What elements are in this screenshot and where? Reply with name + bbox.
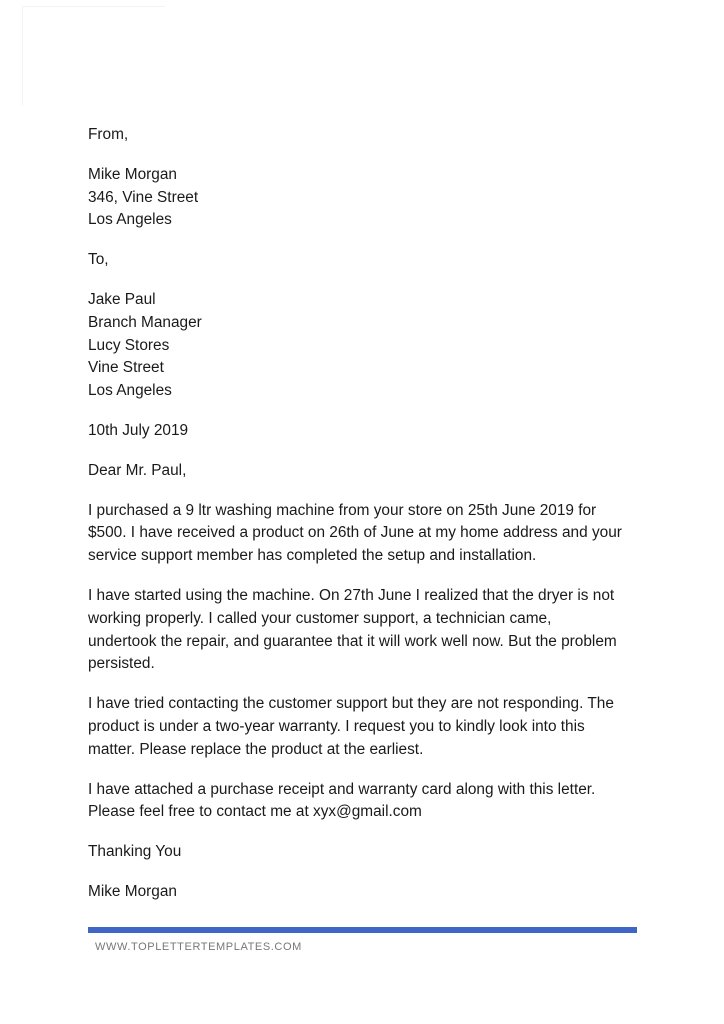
recipient-title: Branch Manager bbox=[88, 313, 202, 331]
closing: Thanking You bbox=[88, 843, 182, 861]
from-label: From, bbox=[88, 126, 129, 143]
paragraph-line: undertook the repair, and guarantee that it will work well now. But the problem bbox=[88, 632, 617, 650]
paragraph-line: I have started using the machine. On 27th June I realized that the dryer is not bbox=[88, 586, 615, 604]
paragraph-1 bbox=[88, 500, 648, 568]
sender-street: 346, Vine Street bbox=[88, 188, 199, 206]
page-corner-frame bbox=[22, 6, 165, 105]
paragraph-line: Please feel free to contact me at xyx@gmail.com bbox=[88, 803, 422, 821]
paragraph-line: I have tried contacting the customer support but they are not responding. The bbox=[88, 695, 614, 713]
recipient-street: Vine Street bbox=[88, 359, 164, 377]
signature-name: Mike Morgan bbox=[88, 882, 177, 900]
recipient-name: Jake Paul bbox=[88, 290, 156, 308]
paragraph-line: matter. Please replace the product at the earliest. bbox=[88, 740, 424, 758]
sender-name: Mike Morgan bbox=[88, 165, 177, 183]
paragraph-line: $500. I have received a product on 26th of June at my home address and your bbox=[88, 524, 622, 542]
recipient-address bbox=[88, 289, 648, 403]
letter-body bbox=[88, 124, 648, 921]
paragraph-4 bbox=[88, 779, 648, 825]
paragraph-line: product is under a two-year warranty. I request you to kindly look into this bbox=[88, 717, 585, 735]
paragraph-line: I have attached a purchase receipt and warranty card along with this letter. bbox=[88, 780, 596, 798]
recipient-company: Lucy Stores bbox=[88, 336, 170, 354]
sender-city: Los Angeles bbox=[88, 211, 172, 229]
paragraph-2 bbox=[88, 585, 648, 676]
paragraph-line: persisted. bbox=[88, 655, 155, 673]
salutation: Dear Mr. Paul, bbox=[88, 461, 187, 479]
paragraph-line: working properly. I called your customer support, a technician came, bbox=[88, 609, 552, 627]
paragraph-line: service support member has completed the setup and installation. bbox=[88, 547, 537, 565]
paragraph-3 bbox=[88, 693, 648, 761]
letter-date: 10th July 2019 bbox=[88, 421, 189, 439]
to-label: To, bbox=[88, 251, 109, 269]
footer-divider bbox=[88, 927, 637, 933]
footer-url: WWW.TOPLETTERTEMPLATES.COM bbox=[95, 941, 302, 953]
sender-address bbox=[88, 164, 648, 232]
paragraph-line: I purchased a 9 ltr washing machine from your store on 25th June 2019 for bbox=[88, 501, 597, 519]
recipient-city: Los Angeles bbox=[88, 382, 172, 400]
